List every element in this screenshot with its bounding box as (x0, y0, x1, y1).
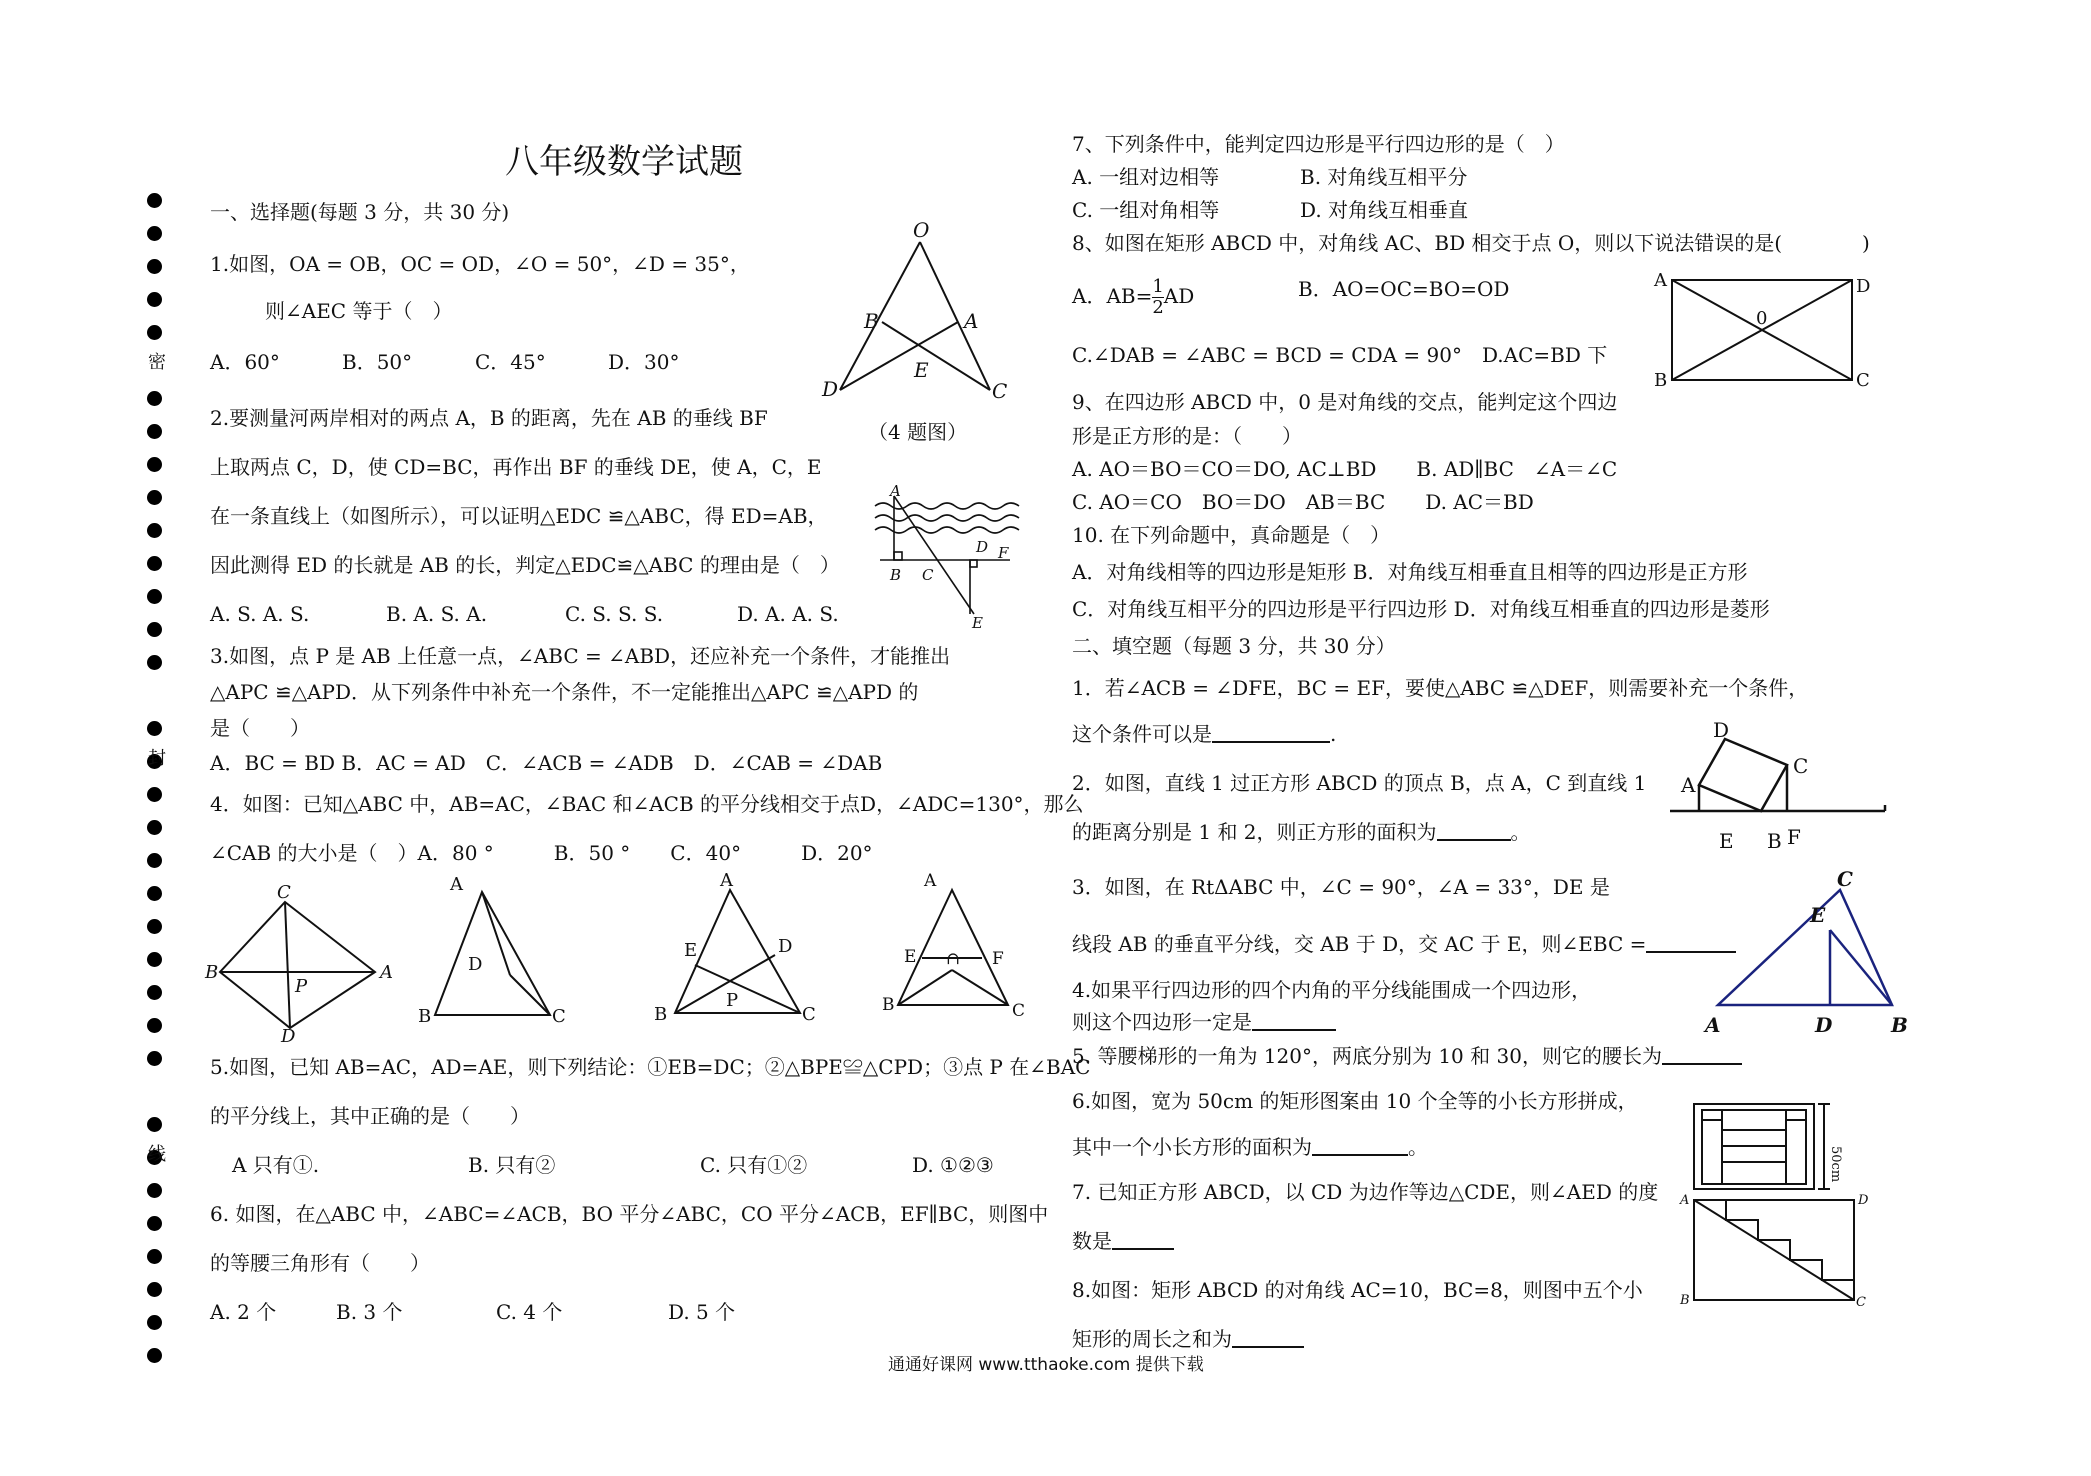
svg-text:E: E (904, 947, 917, 967)
svg-text:D: D (1815, 1013, 1833, 1037)
svg-text:A: A (1681, 773, 1696, 797)
binding-hole (147, 457, 162, 472)
f7-answer-blank[interactable] (1112, 1230, 1174, 1250)
f2-text-2: 的距离分别是 1 和 2，则正方形的面积为 。 (1072, 820, 1531, 844)
f4-text: 4.如果平行四边形的四个内角的平分线能围成一个四边形， (1072, 978, 1592, 1002)
svg-text:D: D (1858, 1193, 1869, 1208)
binding-hole (147, 787, 162, 802)
q4-figure-3 (650, 870, 830, 1040)
q5-option-a: A 只有①. (232, 1153, 320, 1177)
binding-hole (147, 490, 162, 505)
q2-text-2: 上取两点 C，D，使 CD=BC，再作出 BF 的垂线 DE，使 A，C，E (210, 455, 822, 479)
q1-option-b: B．50° (342, 350, 413, 374)
q8-option-a-post: AD (1163, 283, 1195, 308)
q5-option-b: B. 只有② (468, 1153, 556, 1177)
f3-text-2 (1072, 932, 1736, 956)
q7-text: 7、下列条件中，能判定四边形是平行四边形的是（ ） (1072, 132, 1565, 156)
svg-text:A: A (964, 309, 979, 333)
svg-text:D: D (1713, 718, 1730, 742)
binding-hole (147, 820, 162, 835)
f2-text: 2．如图，直线 1 过正方形 ABCD 的顶点 B，点 A，C 到直线 1 (1072, 771, 1647, 795)
svg-text:B: B (1767, 829, 1782, 853)
binding-hole (147, 1216, 162, 1231)
f3-triangle-figure (1705, 867, 1965, 1045)
q3-text-3: 是（ ） (210, 716, 310, 740)
svg-text:B: B (654, 1004, 668, 1025)
f4-text-2-label: 则这个四边形一定是 (1072, 1010, 1252, 1034)
q3-options: A．BC = BD B．AC = AD C．∠ACB = ∠ADB D．∠CAB = ∠DAB (210, 751, 883, 775)
q8-rectangle-figure (1650, 268, 1875, 393)
q1-text: 1.如图，OA = OB，OC = OD，∠O = 50°，∠D = 35°， (210, 252, 750, 276)
binding-hole (147, 655, 162, 670)
q4-figure-2 (410, 870, 580, 1040)
f7-text-2-label: 数是 (1072, 1229, 1112, 1253)
binding-hole (147, 952, 162, 967)
svg-text:∩: ∩ (946, 949, 961, 969)
q9-text: 9、在四边形 ABCD 中，0 是对角线的交点，能判定这个四边 (1072, 390, 1618, 414)
svg-text:E: E (1810, 903, 1826, 927)
q7-option-c: C. 一组对角相等 (1072, 198, 1220, 222)
svg-text:D: D (976, 538, 989, 556)
binding-hole (147, 259, 162, 274)
q6-option-b: B. 3 个 (336, 1300, 403, 1324)
binding-hole (147, 1348, 162, 1363)
f7-text-2 (1072, 1229, 1174, 1253)
svg-text:O: O (913, 218, 930, 242)
q1-figure (820, 220, 1020, 410)
svg-text:C: C (802, 1004, 816, 1025)
q2-option-b: B. A. S. A. (386, 602, 488, 626)
binding-hole (147, 556, 162, 571)
f3-text: 3．如图，在 RtΔABC 中，∠C = 90°，∠A = 33°，DE 是 (1072, 875, 1610, 899)
svg-text:D: D (468, 954, 483, 975)
f5-answer-blank[interactable] (1662, 1045, 1742, 1065)
f3-text-2-label: 线段 AB 的垂直平分线，交 AB 于 D，交 AC 于 E，则∠EBC = (1072, 932, 1647, 956)
q2-text: 2.要测量河两岸相对的两点 A，B 的距离，先在 AB 的垂线 BF (210, 406, 768, 430)
svg-text:C: C (1837, 867, 1853, 891)
binding-hole (147, 523, 162, 538)
q1-text-2: 则∠AEC 等于（ ） (265, 299, 453, 323)
q8-text: 8、如图在矩形 ABCD 中，对角线 AC、BD 相交于点 O，则以下说法错误的是( ) (1072, 231, 1870, 255)
f6-text-2: 其中一个小长方形的面积为 。 (1072, 1135, 1428, 1159)
q2-text-4: 因此测得 ED 的长就是 AB 的长，判定△EDC≌△ABC 的理由是（ ） (210, 553, 840, 577)
svg-text:A: A (380, 962, 393, 983)
svg-text:F: F (998, 544, 1009, 562)
f5-text (1072, 1044, 1742, 1068)
q8-option-a (1072, 277, 1194, 318)
svg-text:C: C (552, 1006, 566, 1027)
binding-hole (147, 1183, 162, 1198)
svg-text:C: C (277, 882, 291, 903)
svg-text:C: C (992, 379, 1008, 403)
f1-text: 1．若∠ACB = ∠DFE，BC = EF，要使△ABC ≌△DEF，则需要补充一个条件， (1072, 676, 1809, 700)
q9-option-cd: C. AO＝CO BO＝DO AB＝BC D. AC＝BD (1072, 490, 1534, 514)
q8-fraction (1152, 277, 1163, 318)
svg-text:C: C (1856, 370, 1870, 391)
f6-text: 6.如图，宽为 50cm 的矩形图案由 10 个全等的小长方形拼成， (1072, 1089, 1638, 1113)
svg-text:B: B (864, 309, 879, 333)
q4-figure-4 (880, 870, 1040, 1040)
f2-text-2-label: 的距离分别是 1 和 2，则正方形的面积为 (1072, 820, 1437, 844)
svg-text:F: F (992, 949, 1004, 969)
q3-text-2: △APC ≌△APD．从下列条件中补充一个条件，不一定能推出△APC ≌△APD 的 (210, 680, 919, 704)
svg-text:D: D (281, 1026, 296, 1047)
svg-text:P: P (726, 990, 739, 1011)
binding-label-xian: 线 (148, 1144, 166, 1165)
q7-option-a: A. 一组对边相等 (1072, 165, 1220, 189)
svg-text:D: D (1856, 276, 1871, 297)
page-title: 八年级数学试题 (505, 142, 743, 182)
svg-text:C: C (1012, 1001, 1026, 1021)
q8-option-a-pre: A．AB= (1072, 283, 1153, 308)
f1-answer-blank[interactable] (1212, 723, 1330, 743)
svg-text:F: F (1787, 825, 1801, 849)
q5-text-2: 的平分线上，其中正确的是（ ） (210, 1104, 530, 1128)
svg-text:A: A (890, 482, 901, 500)
q10-option-ab: A．对角线相等的四边形是矩形 B．对角线互相垂直且相等的四边形是正方形 (1072, 560, 1748, 584)
q6-option-a: A. 2 个 (210, 1300, 277, 1324)
binding-hole (147, 226, 162, 241)
svg-text:D: D (778, 936, 793, 957)
binding-hole (147, 1282, 162, 1297)
f6-rectangle-figure (1690, 1100, 1850, 1195)
svg-text:A: A (720, 870, 733, 891)
q10-text: 10. 在下列命题中，真命题是（ ） (1072, 523, 1391, 547)
q6-option-d: D. 5 个 (668, 1300, 736, 1324)
binding-hole (147, 622, 162, 637)
f8-rectangle-figure (1672, 1188, 1877, 1310)
f1-text-2-label: 这个条件可以是 (1072, 722, 1212, 746)
svg-text:B: B (890, 566, 902, 584)
svg-text:E: E (914, 358, 929, 382)
f4-answer-blank[interactable] (1252, 1011, 1336, 1031)
q2-option-c: C. S. S. S. (565, 602, 664, 626)
binding-label-mi: 密 (148, 352, 166, 373)
f8-answer-blank[interactable] (1232, 1328, 1304, 1348)
svg-text:B: B (882, 995, 895, 1015)
q1-option-a: A．60° (210, 350, 280, 374)
svg-text:C: C (1793, 754, 1809, 778)
binding-hole (147, 193, 162, 208)
f5-text-label: 5. 等腰梯形的一角为 120°，两底分别为 10 和 30，则它的腰长为 (1072, 1044, 1662, 1068)
svg-text:C: C (1856, 1295, 1866, 1310)
q4-text-2: ∠CAB 的大小是（ ）A．80 ° B．50 ° C．40° D．20° (210, 841, 873, 865)
binding-hole (147, 1249, 162, 1264)
f8-text-2 (1072, 1327, 1304, 1351)
q1-option-c: C．45° (475, 350, 546, 374)
q7-option-b: B. 对角线互相平分 (1300, 165, 1468, 189)
q2-figure (870, 482, 1020, 632)
binding-hole (147, 391, 162, 406)
binding-hole (147, 1117, 162, 1132)
svg-text:B: B (205, 962, 219, 983)
q5-option-c: C. 只有①② (700, 1153, 808, 1177)
f8-text: 8.如图：矩形 ABCD 的对角线 AC=10，BC=8，则图中五个小 (1072, 1278, 1643, 1302)
q6-text: 6. 如图，在△ABC 中，∠ABC=∠ACB，BO 平分∠ABC，CO 平分∠ACB，EF∥BC，则图中 (210, 1202, 1049, 1226)
q5-option-d: D. ①②③ (912, 1153, 994, 1177)
svg-text:A: A (1654, 270, 1667, 291)
q4-text: 4．如图：已知△ABC 中，AB=AC，∠BAC 和∠ACB 的平分线相交于点D，∠ADC=130°，那么 (210, 792, 1084, 816)
q8-fraction-den: 2 (1152, 296, 1164, 318)
footer-source: 通通好课网 www.tthaoke.com 提供下载 (888, 1355, 1204, 1375)
f7-text: 7. 已知正方形 ABCD，以 CD 为边作等边△CDE，则∠AED 的度 (1072, 1180, 1659, 1204)
q6-option-c: C. 4 个 (496, 1300, 563, 1324)
svg-text:B: B (1680, 1293, 1690, 1308)
binding-hole (147, 325, 162, 340)
binding-hole (147, 853, 162, 868)
binding-hole (147, 1315, 162, 1330)
q2-option-d: D. A. A. S. (737, 602, 839, 626)
binding-hole (147, 721, 162, 736)
svg-text:P: P (295, 976, 308, 997)
svg-text:A: A (1680, 1193, 1690, 1208)
svg-text:D: D (822, 377, 839, 401)
svg-text:A: A (450, 874, 463, 895)
q3-text: 3.如图，点 P 是 AB 上任意一点，∠ABC = ∠ABD，还应补充一个条件，才能推出 (210, 644, 951, 668)
f6-width-label: 50cm (1828, 1146, 1843, 1183)
svg-text:0: 0 (1756, 308, 1768, 329)
f1-text-2: 这个条件可以是 . (1072, 722, 1337, 746)
svg-text:E: E (1719, 829, 1734, 853)
binding-hole (147, 886, 162, 901)
f2-square-figure (1665, 718, 1895, 855)
binding-hole (147, 1051, 162, 1066)
q5-text: 5.如图，已知 AB=AC，AD=AE，则下列结论：①EB=DC；②△BPE≌△CPD；③点 P 在∠BAC (210, 1055, 1091, 1079)
q7-option-d: D. 对角线互相垂直 (1300, 198, 1469, 222)
binding-hole (147, 1018, 162, 1033)
fig4-caption: （4 题图） (868, 420, 968, 444)
svg-text:B: B (1891, 1013, 1908, 1037)
svg-text:A: A (1705, 1013, 1721, 1037)
binding-hole (147, 292, 162, 307)
f8-text-2-label: 矩形的周长之和为 (1072, 1327, 1232, 1351)
q10-option-cd: C．对角线互相平分的四边形是平行四边形 D．对角线互相垂直的四边形是菱形 (1072, 597, 1770, 621)
q8-option-cd: C.∠DAB = ∠ABC = BCD = CDA = 90° D.AC=BD 下 (1072, 343, 1608, 367)
q6-text-2: 的等腰三角形有（ ） (210, 1251, 430, 1275)
binding-hole (147, 985, 162, 1000)
svg-text:B: B (1654, 370, 1668, 391)
binding-hole (147, 589, 162, 604)
q4-figure-1 (205, 880, 405, 1047)
svg-text:E: E (972, 614, 983, 632)
f4-text-2 (1072, 1010, 1336, 1034)
section-choice-heading: 一、选择题(每题 3 分，共 30 分) (210, 200, 510, 224)
q8-option-b: B．AO=OC=BO=OD (1298, 277, 1510, 301)
f2-answer-blank[interactable] (1437, 821, 1511, 841)
q1-option-d: D．30° (608, 350, 680, 374)
binding-label-feng: 封 (148, 748, 166, 769)
f6-text-2-label: 其中一个小长方形的面积为 (1072, 1135, 1312, 1159)
svg-text:A: A (924, 871, 937, 891)
q2-option-a: A. S. A. S. (210, 602, 310, 626)
q9-text-2: 形是正方形的是：（ ） (1072, 424, 1302, 448)
binding-hole (147, 919, 162, 934)
svg-text:E: E (684, 940, 698, 961)
binding-hole (147, 424, 162, 439)
f6-answer-blank[interactable] (1312, 1136, 1408, 1156)
q9-option-ab: A. AO＝BO＝CO＝DO, AC⊥BD B. AD∥BC ∠A＝∠C (1072, 457, 1618, 481)
svg-text:B: B (418, 1006, 432, 1027)
section-fill-heading: 二、填空题（每题 3 分，共 30 分） (1072, 634, 1396, 658)
q2-text-3: 在一条直线上（如图所示），可以证明△EDC ≌△ABC，得 ED=AB， (210, 504, 828, 528)
svg-text:C: C (922, 566, 934, 584)
q8-fraction-num: 1 (1152, 276, 1164, 297)
